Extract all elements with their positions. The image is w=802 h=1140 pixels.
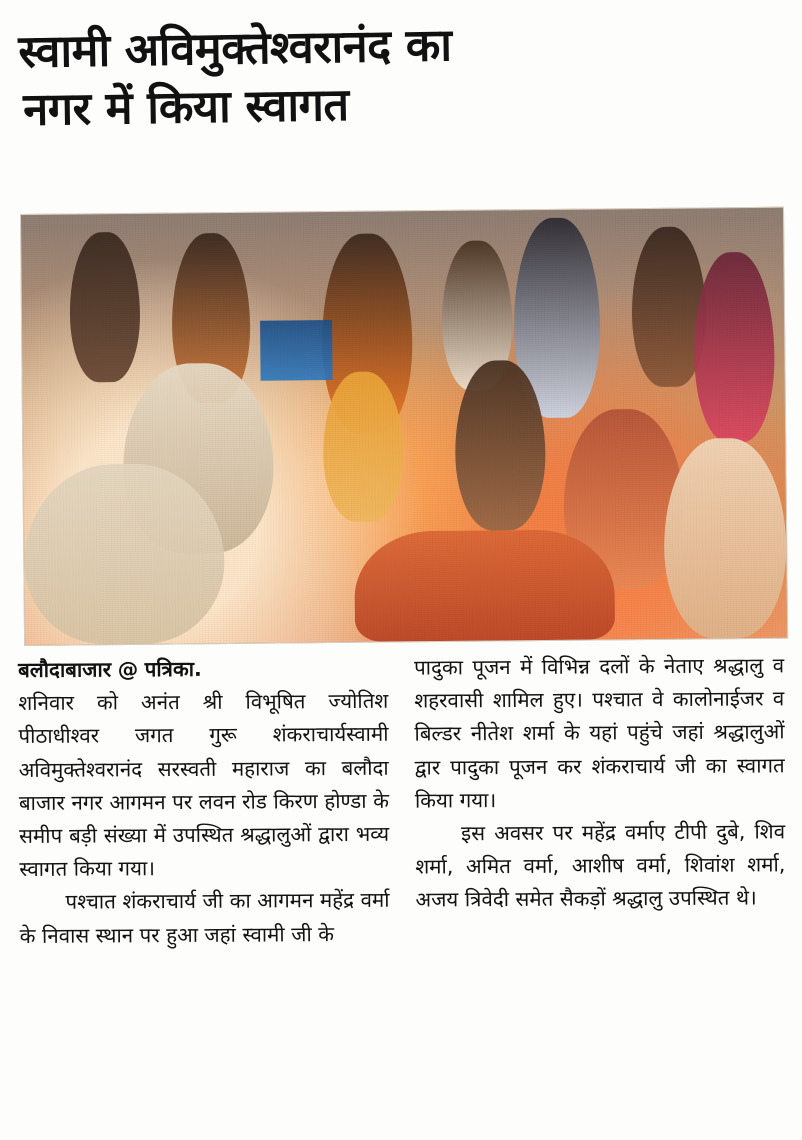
column-right bbox=[414, 649, 787, 1121]
photo-grain-overlay bbox=[21, 208, 787, 645]
paragraph: पश्चात शंकराचार्य जी का आगमन महेंद्र वर्मा के निवास स्थान पर हुआ जहां स्वामी जी के bbox=[19, 888, 390, 948]
article-body bbox=[18, 649, 789, 1124]
source-name: पत्रिका. bbox=[144, 656, 202, 682]
dateline-paragraph bbox=[18, 652, 388, 687]
dateline-at: @ bbox=[117, 657, 139, 682]
headline-line-1: स्वामी अविमुक्तेश्वरानंद का bbox=[17, 18, 452, 78]
page-title bbox=[17, 16, 780, 136]
headline-line-2: नगर में किया स्वागत bbox=[22, 77, 349, 136]
paragraph: इस अवसर पर महेंद्र वर्माए टीपी दुबे, शिव शर्मा, अमित वर्मा, आशीष वर्मा, शिवांश शर्मा, अजय त्रिवेदी समेत सैकड़ों श्रद्धालु उपस्थित थे। bbox=[415, 819, 786, 912]
paragraph: शनिवार को अनंत श्री विभूषित ज्योतिश पीठाधीश्वर जगत गुरू शंकराचार्यस्वामी अविमुक्तेश्वरानंद सरस्वती महाराज का बलौदा बाजार नगर आगमन पर लवन रोड किरण होण्डा के समीप बड़ी संख्या में उपस्थित श्रद्धालुओं द्वारा भव्य स्वागत किया गया। bbox=[18, 688, 390, 882]
dateline: बलौदाबाजार bbox=[18, 657, 112, 682]
paragraph: पादुका पूजन में विभिन्न दलों के नेताए श्रद्धालु व शहरवासी शामिल हुए। पश्चात वे कालोनाईजर व बिल्डर नीतेश शर्मा के यहां पहुंचे जहां श्रद्धालुओं द्वार पादुका पूजन कर शंकराचार्य जी का स्वागत किया गया। bbox=[414, 653, 785, 813]
article-photo bbox=[20, 207, 788, 646]
column-left bbox=[18, 652, 391, 1124]
photo-image bbox=[21, 208, 787, 645]
